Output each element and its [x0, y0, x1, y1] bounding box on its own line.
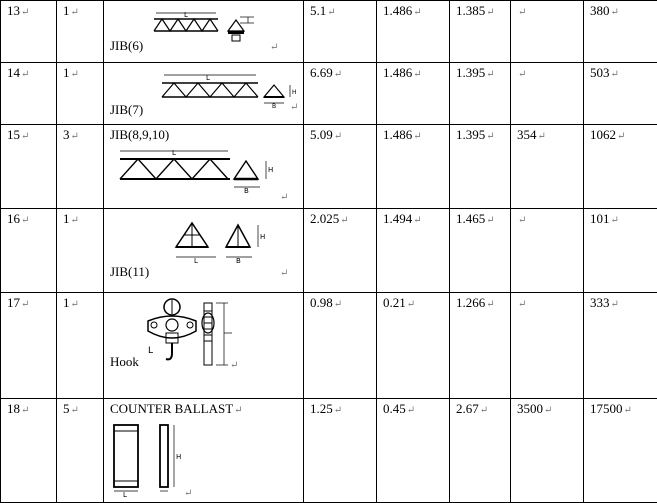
quantity: 3↵ — [57, 125, 104, 209]
value-cell: 1.25↵ — [304, 399, 377, 503]
svg-text:L: L — [184, 11, 188, 19]
table-row — [1, 293, 657, 399]
svg-text:L: L — [172, 149, 176, 157]
svg-text:H: H — [268, 166, 273, 174]
value-cell: 0.98↵ — [304, 293, 377, 399]
row-number: 17↵ — [1, 293, 57, 399]
table-row — [1, 1, 657, 63]
svg-text:B: B — [236, 257, 241, 265]
value-cell: 380↵ — [584, 1, 657, 63]
svg-text:L: L — [194, 257, 198, 265]
row-number: 18↵ — [1, 399, 57, 503]
component-label: COUNTER BALLAST — [110, 401, 233, 416]
value-cell: 1.486↵ — [377, 63, 450, 125]
value-cell: 2.025↵ — [304, 209, 377, 293]
counter-ballast-drawing — [110, 421, 200, 497]
value-cell: 1.395↵ — [450, 125, 511, 209]
value-cell: 1.465↵ — [450, 209, 511, 293]
component-label: Hook — [110, 355, 139, 369]
svg-text:L: L — [123, 491, 127, 497]
table-row — [1, 399, 657, 503]
component-cell: JIB(8,9,10) L B H ↵ — [104, 125, 304, 209]
value-cell: 0.45↵ — [377, 399, 450, 503]
component-label: JIB(7) — [110, 103, 143, 117]
quantity: 5↵ — [57, 399, 104, 503]
value-cell: 1.486↵ — [377, 1, 450, 63]
component-cell: L JIB(6) ↵ — [104, 1, 304, 63]
value-cell: 17500↵ — [584, 399, 657, 503]
table-row — [1, 125, 657, 209]
value-cell: ↵ — [511, 293, 584, 399]
value-cell: 1062↵ — [584, 125, 657, 209]
svg-text:L: L — [206, 74, 210, 82]
value-cell: 1.266↵ — [450, 293, 511, 399]
row-number: 14↵ — [1, 63, 57, 125]
svg-text:H: H — [292, 89, 297, 96]
value-cell: 1.385↵ — [450, 1, 511, 63]
quantity: 1↵ — [57, 1, 104, 63]
value-cell: 3500↵ — [511, 399, 584, 503]
quantity: 1↵ — [57, 63, 104, 125]
value-cell: ↵ — [511, 209, 584, 293]
value-cell: 6.69↵ — [304, 63, 377, 125]
component-cell: L B H JIB(11) ↵ — [104, 209, 304, 293]
svg-text:B: B — [244, 187, 249, 195]
value-cell: 101↵ — [584, 209, 657, 293]
value-cell: 333↵ — [584, 293, 657, 399]
table-row — [1, 209, 657, 293]
value-cell: 2.67↵ — [450, 399, 511, 503]
quantity: 1↵ — [57, 209, 104, 293]
hook-drawing — [140, 297, 240, 369]
jib-truss-drawing — [172, 217, 282, 269]
component-label: JIB(11) — [110, 265, 149, 279]
value-cell: 354↵ — [511, 125, 584, 209]
jib-truss-drawing — [160, 73, 300, 109]
value-cell: 1.494↵ — [377, 209, 450, 293]
component-cell: COUNTER BALLAST↵ L H ↵ — [104, 399, 304, 503]
component-label: JIB(6) — [110, 39, 143, 53]
svg-text:H: H — [176, 453, 181, 461]
row-number: 13↵ — [1, 1, 57, 63]
row-number: 15↵ — [1, 125, 57, 209]
value-cell: 5.1↵ — [304, 1, 377, 63]
value-cell: 5.09↵ — [304, 125, 377, 209]
jib-truss-drawing — [152, 11, 256, 45]
value-cell: 503↵ — [584, 63, 657, 125]
value-cell: ↵ — [511, 63, 584, 125]
svg-text:H: H — [260, 233, 265, 241]
value-cell: 0.21↵ — [377, 293, 450, 399]
quantity: 1↵ — [57, 293, 104, 399]
jib-truss-drawing — [116, 147, 278, 199]
svg-text:B: B — [272, 103, 276, 109]
value-cell: ↵ — [511, 1, 584, 63]
component-cell: L B H JIB(7) ↵ — [104, 63, 304, 125]
component-cell: L Hook ↵ — [104, 293, 304, 399]
value-cell: 1.395↵ — [450, 63, 511, 125]
row-number: 16↵ — [1, 209, 57, 293]
svg-text:L: L — [148, 346, 153, 356]
value-cell: 1.486↵ — [377, 125, 450, 209]
component-label: JIB(8,9,10) — [110, 127, 169, 142]
table-row — [1, 63, 657, 125]
